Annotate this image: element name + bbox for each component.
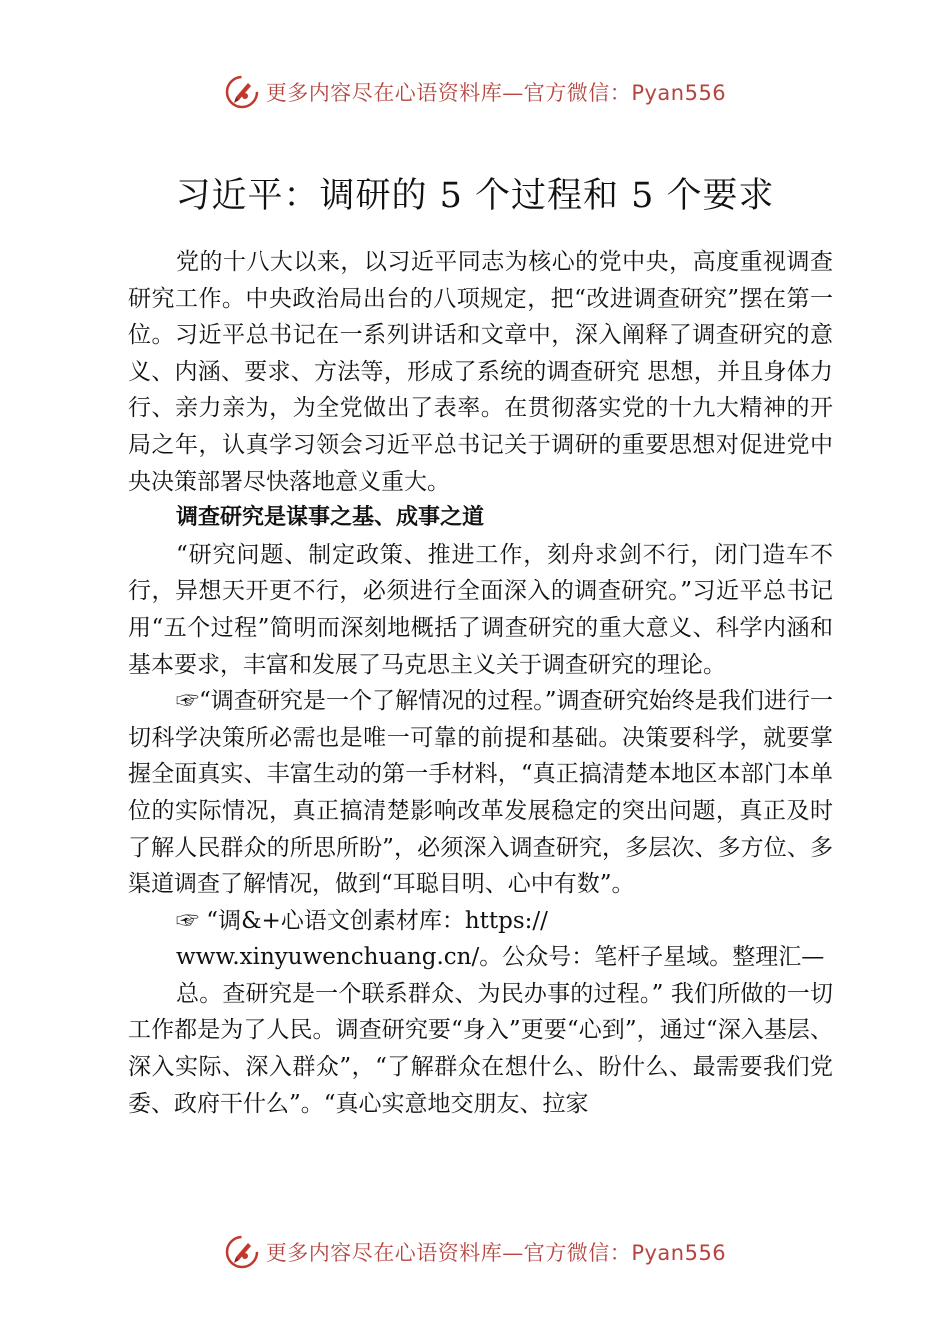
footer-banner <box>0 1230 950 1274</box>
footer-banner-text: 更多内容尽在心语资料库—官方微信：Pyan556 <box>265 1241 727 1265</box>
section-heading: 调查研究是谋事之基、成事之道 <box>176 505 485 531</box>
paragraph-understanding-situation: ☞“调查研究是一个了解情况的过程。”调查研究始终是我们进行一切科学决策所必需也是唯一可靠的前提和基础。决策要科学，就要掌握全面真实、丰富生动的第一手材料，“真正搞清楚本地区本部门本单位的实际情况，真正搞清楚影响改革发展稳定的突出问题，真正及时了解人民群众的所思所盼”，必须深入调查研究，多层次、多方位、多渠道调查了解情况，做到“耳聪目明、心中有数”。 <box>128 688 833 898</box>
article-body <box>128 244 833 1122</box>
paragraph-five-processes: “研究问题、制定政策、推进工作，刻舟求剑不行，闭门造车不行，异想天开更不行，必须进行全面深入的调查研究。”习近平总书记用“五个过程”简明而深刻地概括了调查研究的重大意义、科学内涵和基本要求，丰富和发展了马克思主义关于调查研究的理论。 <box>128 541 833 678</box>
page-title: 习近平：调研的 5 个过程和 5 个要求 <box>175 176 775 216</box>
paragraph-intro: 党的十八大以来，以习近平同志为核心的党中央，高度重视调查研究工作。中央政治局出台的八项规定，把“改进调查研究”摆在第一位。习近平总书记在一系列讲话和文章中，深入阐释了调查研究的意义、内涵、要求、方法等，形成了系统的调查研究 思想，并且身体力行、亲力亲为，为全党做出了表率。在贯彻落实党的十九大精神的开局之年，认真学习领会习近平总书记关于调研的重要思想对促进党中央决策部署尽快落地意义重大。 <box>128 249 833 495</box>
paragraph-serving-people: 总。查研究是一个联系群众、为民办事的过程。” 我们所做的一切工作都是为了人民。调查研究要“身入”更要“心到”，通过“深入基层、深入实际、深入群众”，“了解群众在想什么、盼什么、最需要我们党委、政府干什么”。“真心实意地交朋友、拉家 <box>128 980 833 1117</box>
brand-logo-icon <box>224 74 260 110</box>
header-wechat-id: Pyan556 <box>631 81 727 105</box>
footer-wechat-id: Pyan556 <box>631 1241 727 1265</box>
header-banner <box>0 70 950 114</box>
brand-logo-icon <box>224 1234 260 1270</box>
watermark-line-1: ☞ “调&+心语文创素材库：https:// <box>176 907 548 934</box>
watermark-line-2: www.xinyuwenchuang.cn/。公众号：笔杆子星域。整理汇— <box>176 944 825 971</box>
header-banner-text: 更多内容尽在心语资料库—官方微信：Pyan556 <box>265 81 727 105</box>
